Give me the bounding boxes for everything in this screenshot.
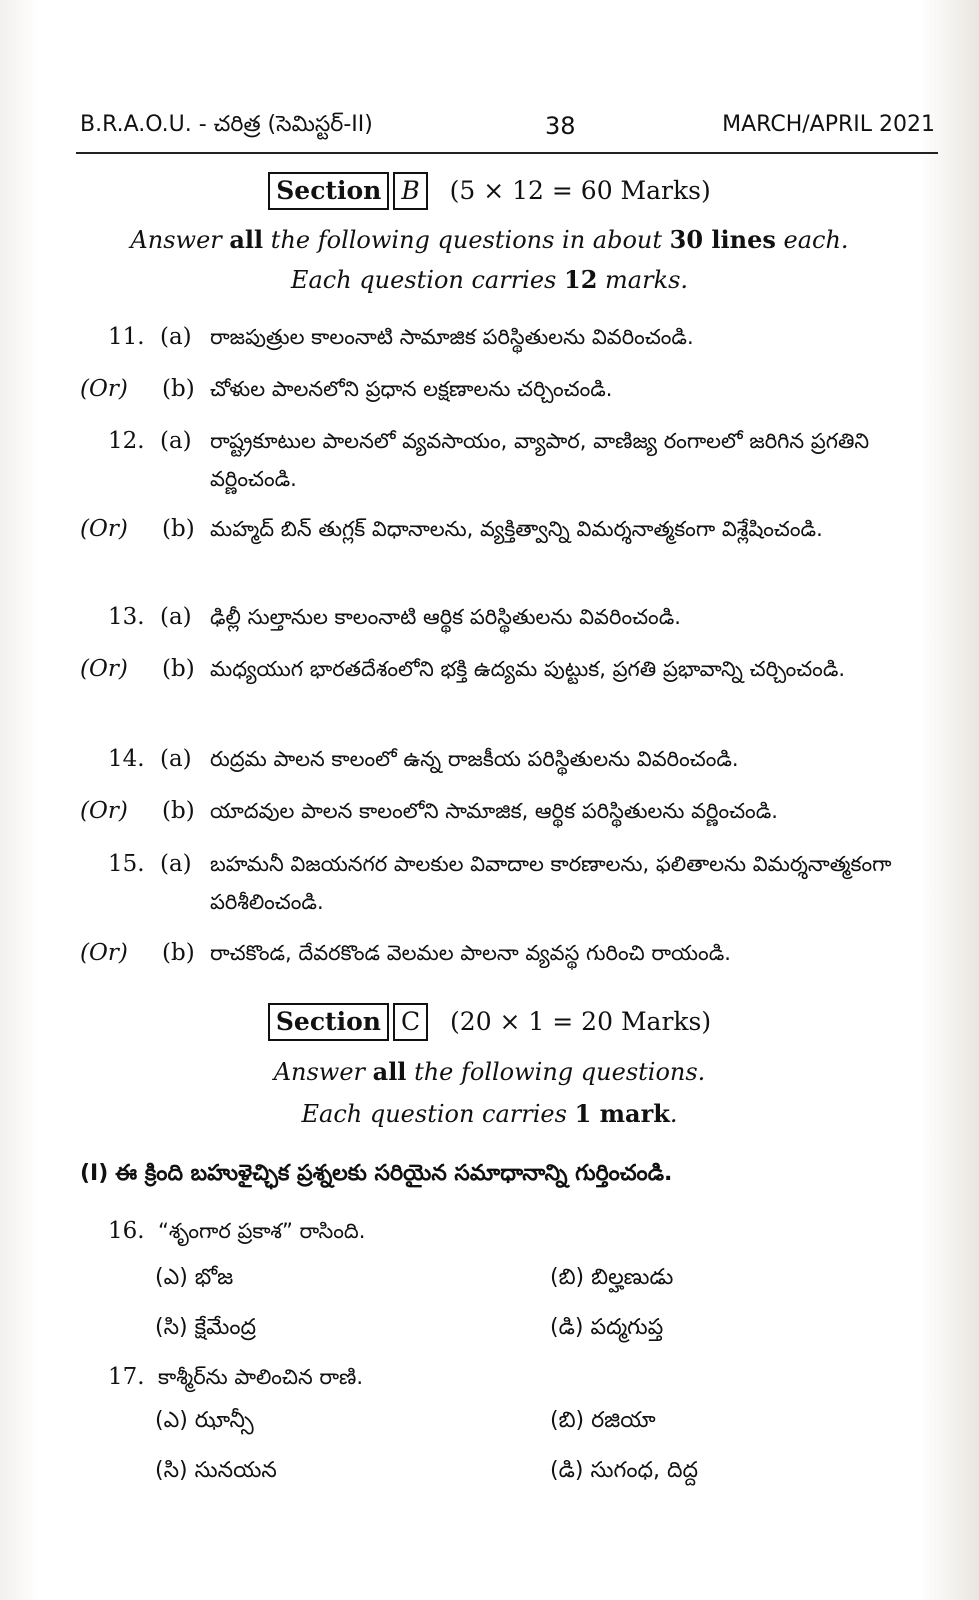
section-b-instruction-1: Answer all the following questions in about 30 lines each. xyxy=(130,225,849,254)
question-13-b-text: మధ్యయుగ భారతదేశంలోని భక్తి ఉద్యమ పుట్టుక, ప్రగతి ప్రభావాన్ని చర్చించండి. xyxy=(210,657,846,681)
or-label: (Or) xyxy=(80,940,128,966)
question-16-option-b: (బి) బిల్హణుడు xyxy=(550,1265,674,1290)
section-b-instruction-2: Each question carries 12 marks. xyxy=(290,265,689,294)
question-16-option-c: (సి) క్షేమేంద్ర xyxy=(155,1315,257,1340)
option-label-a: (a) xyxy=(160,324,192,350)
section-b-heading xyxy=(0,172,979,210)
mcq-heading-number: (I) xyxy=(80,1161,109,1186)
question-number: 16. xyxy=(108,1218,145,1244)
question-17-option-d: (డి) సుగంధ, దిద్ద xyxy=(550,1458,699,1483)
question-11-a-text: రాజపుత్రుల కాలంనాటి సామాజిక పరిస్థితులను వివరించండి. xyxy=(210,325,694,349)
question-number: 17. xyxy=(108,1364,145,1390)
question-16-text: “శృంగార ప్రకాశ” రాసింది. xyxy=(158,1219,366,1243)
option-label-a: (a) xyxy=(160,428,192,454)
question-14-b-text: యాదవుల పాలన కాలంలోని సామాజిక, ఆర్థిక పరిస్థితులను వర్ణించండి. xyxy=(210,799,778,823)
question-12-b-text: మహ్మద్ బిన్ తుగ్లక్ విధానాలను, వ్యక్తిత్వాన్ని విమర్శనాత్మకంగా విశ్లేషించండి. xyxy=(210,517,823,541)
question-number: 12. xyxy=(108,428,145,454)
question-number: 11. xyxy=(108,324,145,350)
question-17-option-a: (ఎ) ఝాన్సీ xyxy=(155,1408,254,1433)
option-label-b: (b) xyxy=(162,656,195,682)
page-number: 38 xyxy=(545,112,576,140)
or-label: (Or) xyxy=(80,798,128,824)
header-divider xyxy=(76,152,938,154)
question-15-b-text: రాచకొండ, దేవరకొండ వెలమల పాలనా వ్యవస్థ గురించి రాయండి. xyxy=(210,941,731,965)
mcq-heading-text: ఈ క్రింది బహుళైచ్ఛిక ప్రశ్నలకు సరియైన సమాధానాన్ని గుర్తించండి. xyxy=(115,1161,673,1186)
section-c-instruction-2: Each question carries 1 mark. xyxy=(301,1099,678,1128)
question-number: 13. xyxy=(108,604,145,630)
option-label-b: (b) xyxy=(162,798,195,824)
question-16-option-a: (ఎ) భోజ xyxy=(155,1265,234,1290)
option-label-a: (a) xyxy=(160,746,192,772)
question-13-a-text: ఢిల్లీ సుల్తానుల కాలంనాటి ఆర్థిక పరిస్థితులను వివరించండి. xyxy=(210,605,681,629)
option-label-b: (b) xyxy=(162,516,195,542)
section-c-heading xyxy=(0,1003,979,1041)
or-label: (Or) xyxy=(80,376,128,402)
header-exam-date: MARCH/APRIL 2021 xyxy=(722,112,935,137)
option-label-b: (b) xyxy=(162,376,195,402)
section-b-marks: (5 × 12 = 60 Marks) xyxy=(449,176,711,205)
or-label: (Or) xyxy=(80,516,128,542)
question-14-a-text: రుద్రమ పాలన కాలంలో ఉన్న రాజకీయ పరిస్థితులను వివరించండి. xyxy=(210,747,739,771)
question-12-a-text: రాష్ట్రకూటుల పాలనలో వ్యవసాయం, వ్యాపార, వాణిజ్య రంగాలలో జరిగిన ప్రగతిని వర్ణించండి. xyxy=(210,429,870,491)
header-course: B.R.A.O.U. - చరిత్ర (సెమిస్టర్-II) xyxy=(80,112,373,137)
option-label-b: (b) xyxy=(162,940,195,966)
question-number: 14. xyxy=(108,746,145,772)
section-c-instruction-1: Answer all the following questions. xyxy=(273,1057,706,1086)
question-11-b-text: చోళుల పాలనలోని ప్రధాన లక్షణాలను చర్చించండి. xyxy=(210,377,613,401)
section-c-marks: (20 × 1 = 20 Marks) xyxy=(450,1007,712,1036)
question-17-text: కాశ్మీర్‌ను పాలించిన రాణి. xyxy=(158,1365,364,1389)
question-15-a-text: బహమనీ విజయనగర పాలకుల వివాదాల కారణాలను, ఫలితాలను విమర్శనాత్మకంగా పరిశీలించండి. xyxy=(210,852,892,914)
or-label: (Or) xyxy=(80,656,128,682)
question-16-option-d: (డి) పద్మగుప్త xyxy=(550,1315,664,1340)
question-17-option-b: (బి) రజియా xyxy=(550,1408,656,1433)
section-b-label: Section xyxy=(268,172,389,210)
question-17-option-c: (సి) సునయన xyxy=(155,1458,277,1483)
section-b-letter: B xyxy=(393,172,427,210)
question-number: 15. xyxy=(108,851,145,877)
section-c-letter: C xyxy=(393,1003,428,1041)
mcq-heading xyxy=(80,1155,672,1193)
page-header xyxy=(80,108,935,148)
section-c-label: Section xyxy=(268,1003,389,1041)
option-label-a: (a) xyxy=(160,604,192,630)
option-label-a: (a) xyxy=(160,851,192,877)
